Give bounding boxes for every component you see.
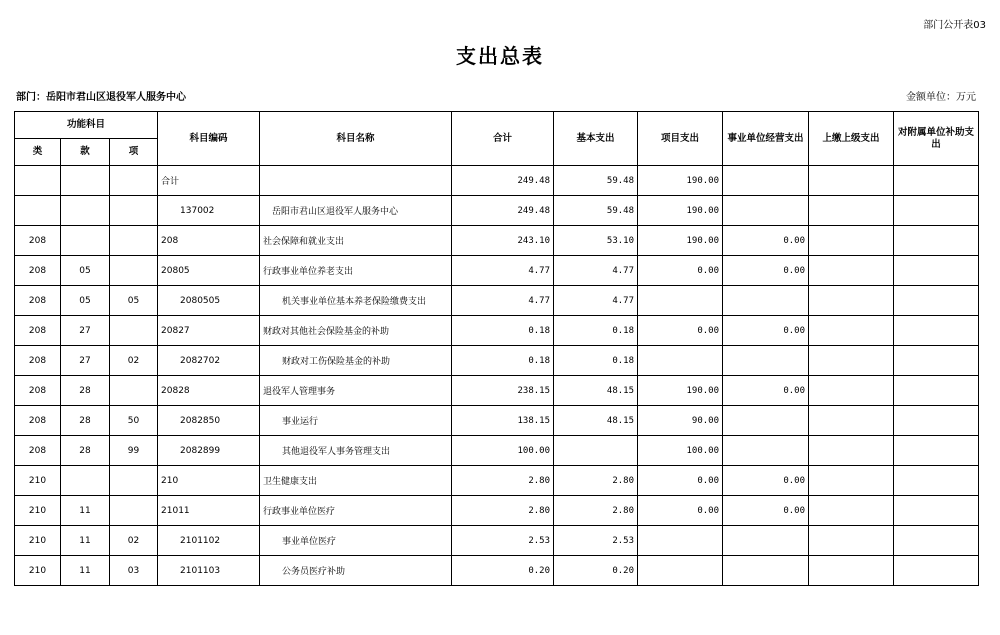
header-function-subject: 功能科目: [15, 112, 158, 139]
cell-business: 0.00: [723, 466, 809, 496]
cell-business: [723, 526, 809, 556]
cell-code: 21011: [158, 496, 260, 526]
cell-project: [638, 286, 723, 316]
cell-project: 0.00: [638, 256, 723, 286]
cell-name: 财政对工伤保险基金的补助: [260, 346, 452, 376]
cell-total: 243.10: [452, 226, 554, 256]
cell-superior: [809, 436, 894, 466]
cell-business: 0.00: [723, 316, 809, 346]
table-row: [15, 316, 979, 346]
cell-code: 20827: [158, 316, 260, 346]
cell-total: 0.18: [452, 346, 554, 376]
cell-basic: 0.18: [554, 316, 638, 346]
cell-total: 249.48: [452, 196, 554, 226]
cell-total: 4.77: [452, 286, 554, 316]
table-row: [15, 466, 979, 496]
cell-lei: 208: [15, 256, 61, 286]
cell-kuan: 28: [61, 376, 110, 406]
cell-code: 137002: [158, 196, 260, 226]
cell-lei: 208: [15, 406, 61, 436]
header-business: 事业单位经营支出: [723, 112, 809, 166]
cell-name: 其他退役军人事务管理支出: [260, 436, 452, 466]
cell-business: 0.00: [723, 256, 809, 286]
cell-kuan: 28: [61, 406, 110, 436]
cell-xiang: 99: [110, 436, 158, 466]
header-xiang: 项: [110, 139, 158, 166]
cell-business: [723, 286, 809, 316]
cell-subsidiary: [894, 526, 979, 556]
header-basic: 基本支出: [554, 112, 638, 166]
cell-name: [260, 166, 452, 196]
cell-total: 2.80: [452, 496, 554, 526]
cell-project: 190.00: [638, 226, 723, 256]
cell-project: 190.00: [638, 376, 723, 406]
cell-business: [723, 166, 809, 196]
form-number: 部门公开表03: [923, 20, 986, 31]
cell-lei: 210: [15, 496, 61, 526]
table-row: [15, 226, 979, 256]
cell-xiang: 02: [110, 526, 158, 556]
department-label: 部门：岳阳市君山区退役军人服务中心: [16, 92, 186, 103]
table-row: [15, 256, 979, 286]
cell-xiang: [110, 496, 158, 526]
cell-subsidiary: [894, 286, 979, 316]
cell-name: 财政对其他社会保险基金的补助: [260, 316, 452, 346]
cell-xiang: [110, 196, 158, 226]
cell-name: 事业单位医疗: [260, 526, 452, 556]
table-row: [15, 346, 979, 376]
cell-basic: 48.15: [554, 406, 638, 436]
cell-lei: 210: [15, 526, 61, 556]
cell-xiang: 03: [110, 556, 158, 586]
cell-xiang: 02: [110, 346, 158, 376]
table-row: [15, 406, 979, 436]
cell-lei: 208: [15, 346, 61, 376]
cell-kuan: 11: [61, 556, 110, 586]
table-row: [15, 496, 979, 526]
cell-subsidiary: [894, 466, 979, 496]
header-total: 合计: [452, 112, 554, 166]
cell-code: 2082850: [158, 406, 260, 436]
cell-kuan: 27: [61, 346, 110, 376]
cell-superior: [809, 196, 894, 226]
cell-superior: [809, 346, 894, 376]
cell-subsidiary: [894, 226, 979, 256]
cell-kuan: 05: [61, 256, 110, 286]
cell-superior: [809, 256, 894, 286]
cell-superior: [809, 166, 894, 196]
cell-kuan: 11: [61, 526, 110, 556]
cell-lei: 210: [15, 556, 61, 586]
cell-subsidiary: [894, 196, 979, 226]
page-title: 支出总表: [456, 44, 544, 68]
cell-business: 0.00: [723, 376, 809, 406]
cell-lei: 208: [15, 376, 61, 406]
cell-basic: 4.77: [554, 286, 638, 316]
cell-superior: [809, 466, 894, 496]
cell-subsidiary: [894, 376, 979, 406]
cell-kuan: 05: [61, 286, 110, 316]
cell-basic: 2.80: [554, 466, 638, 496]
header-lei: 类: [15, 139, 61, 166]
cell-lei: [15, 196, 61, 226]
cell-project: 190.00: [638, 166, 723, 196]
table-row: [15, 526, 979, 556]
cell-name: 退役军人管理事务: [260, 376, 452, 406]
cell-project: [638, 556, 723, 586]
cell-kuan: [61, 466, 110, 496]
cell-project: [638, 526, 723, 556]
header-name: 科目名称: [260, 112, 452, 166]
header-code: 科目编码: [158, 112, 260, 166]
cell-code: 2101103: [158, 556, 260, 586]
cell-lei: 210: [15, 466, 61, 496]
cell-lei: 208: [15, 436, 61, 466]
header-subsidiary: 对附属单位补助支出: [894, 112, 979, 166]
cell-total: 238.15: [452, 376, 554, 406]
cell-kuan: 28: [61, 436, 110, 466]
cell-superior: [809, 556, 894, 586]
cell-basic: 2.53: [554, 526, 638, 556]
cell-code: 210: [158, 466, 260, 496]
cell-xiang: 50: [110, 406, 158, 436]
cell-project: [638, 346, 723, 376]
cell-superior: [809, 316, 894, 346]
cell-lei: [15, 166, 61, 196]
cell-code: 20828: [158, 376, 260, 406]
expenditure-table: [14, 111, 979, 586]
cell-lei: 208: [15, 226, 61, 256]
cell-superior: [809, 496, 894, 526]
cell-total: 0.20: [452, 556, 554, 586]
cell-code: 2080505: [158, 286, 260, 316]
cell-basic: 48.15: [554, 376, 638, 406]
cell-code: 20805: [158, 256, 260, 286]
cell-basic: 59.48: [554, 166, 638, 196]
cell-total: 2.53: [452, 526, 554, 556]
cell-basic: 2.80: [554, 496, 638, 526]
table-row: [15, 376, 979, 406]
cell-superior: [809, 406, 894, 436]
cell-business: [723, 556, 809, 586]
cell-basic: 53.10: [554, 226, 638, 256]
cell-xiang: 05: [110, 286, 158, 316]
table-row: [15, 196, 979, 226]
cell-subsidiary: [894, 346, 979, 376]
cell-xiang: [110, 166, 158, 196]
cell-superior: [809, 376, 894, 406]
cell-name: 社会保障和就业支出: [260, 226, 452, 256]
cell-total: 2.80: [452, 466, 554, 496]
cell-name: 行政事业单位医疗: [260, 496, 452, 526]
cell-xiang: [110, 226, 158, 256]
cell-kuan: [61, 166, 110, 196]
cell-total: 138.15: [452, 406, 554, 436]
table-row: [15, 286, 979, 316]
cell-project: 190.00: [638, 196, 723, 226]
cell-basic: 4.77: [554, 256, 638, 286]
cell-business: [723, 196, 809, 226]
cell-name: 行政事业单位养老支出: [260, 256, 452, 286]
cell-subsidiary: [894, 556, 979, 586]
cell-superior: [809, 226, 894, 256]
cell-total: 249.48: [452, 166, 554, 196]
cell-project: 0.00: [638, 496, 723, 526]
cell-subsidiary: [894, 436, 979, 466]
cell-xiang: [110, 256, 158, 286]
cell-xiang: [110, 316, 158, 346]
cell-subsidiary: [894, 496, 979, 526]
cell-subsidiary: [894, 256, 979, 286]
cell-project: 100.00: [638, 436, 723, 466]
cell-superior: [809, 526, 894, 556]
cell-name: 机关事业单位基本养老保险缴费支出: [260, 286, 452, 316]
cell-total: 0.18: [452, 316, 554, 346]
cell-lei: 208: [15, 316, 61, 346]
cell-code: 2101102: [158, 526, 260, 556]
cell-basic: 0.18: [554, 346, 638, 376]
cell-xiang: [110, 376, 158, 406]
cell-name: 岳阳市君山区退役军人服务中心: [260, 196, 452, 226]
cell-name: 公务员医疗补助: [260, 556, 452, 586]
header-kuan: 款: [61, 139, 110, 166]
table-row: [15, 556, 979, 586]
cell-code: 2082702: [158, 346, 260, 376]
cell-business: 0.00: [723, 226, 809, 256]
cell-business: [723, 436, 809, 466]
cell-business: 0.00: [723, 496, 809, 526]
table-row: [15, 436, 979, 466]
cell-xiang: [110, 466, 158, 496]
header-superior: 上缴上级支出: [809, 112, 894, 166]
cell-total: 100.00: [452, 436, 554, 466]
table-row: [15, 166, 979, 196]
cell-lei: 208: [15, 286, 61, 316]
cell-project: 0.00: [638, 466, 723, 496]
cell-business: [723, 406, 809, 436]
cell-kuan: [61, 226, 110, 256]
amount-unit-label: 金额单位：万元: [906, 92, 976, 103]
cell-kuan: 11: [61, 496, 110, 526]
cell-basic: 0.20: [554, 556, 638, 586]
cell-name: 卫生健康支出: [260, 466, 452, 496]
cell-subsidiary: [894, 316, 979, 346]
cell-basic: 59.48: [554, 196, 638, 226]
cell-kuan: 27: [61, 316, 110, 346]
cell-business: [723, 346, 809, 376]
cell-project: 0.00: [638, 316, 723, 346]
cell-superior: [809, 286, 894, 316]
header-project: 项目支出: [638, 112, 723, 166]
cell-code: 208: [158, 226, 260, 256]
cell-name: 事业运行: [260, 406, 452, 436]
cell-subsidiary: [894, 166, 979, 196]
cell-basic: [554, 436, 638, 466]
cell-code: 合计: [158, 166, 260, 196]
cell-kuan: [61, 196, 110, 226]
cell-code: 2082899: [158, 436, 260, 466]
cell-subsidiary: [894, 406, 979, 436]
cell-total: 4.77: [452, 256, 554, 286]
cell-project: 90.00: [638, 406, 723, 436]
